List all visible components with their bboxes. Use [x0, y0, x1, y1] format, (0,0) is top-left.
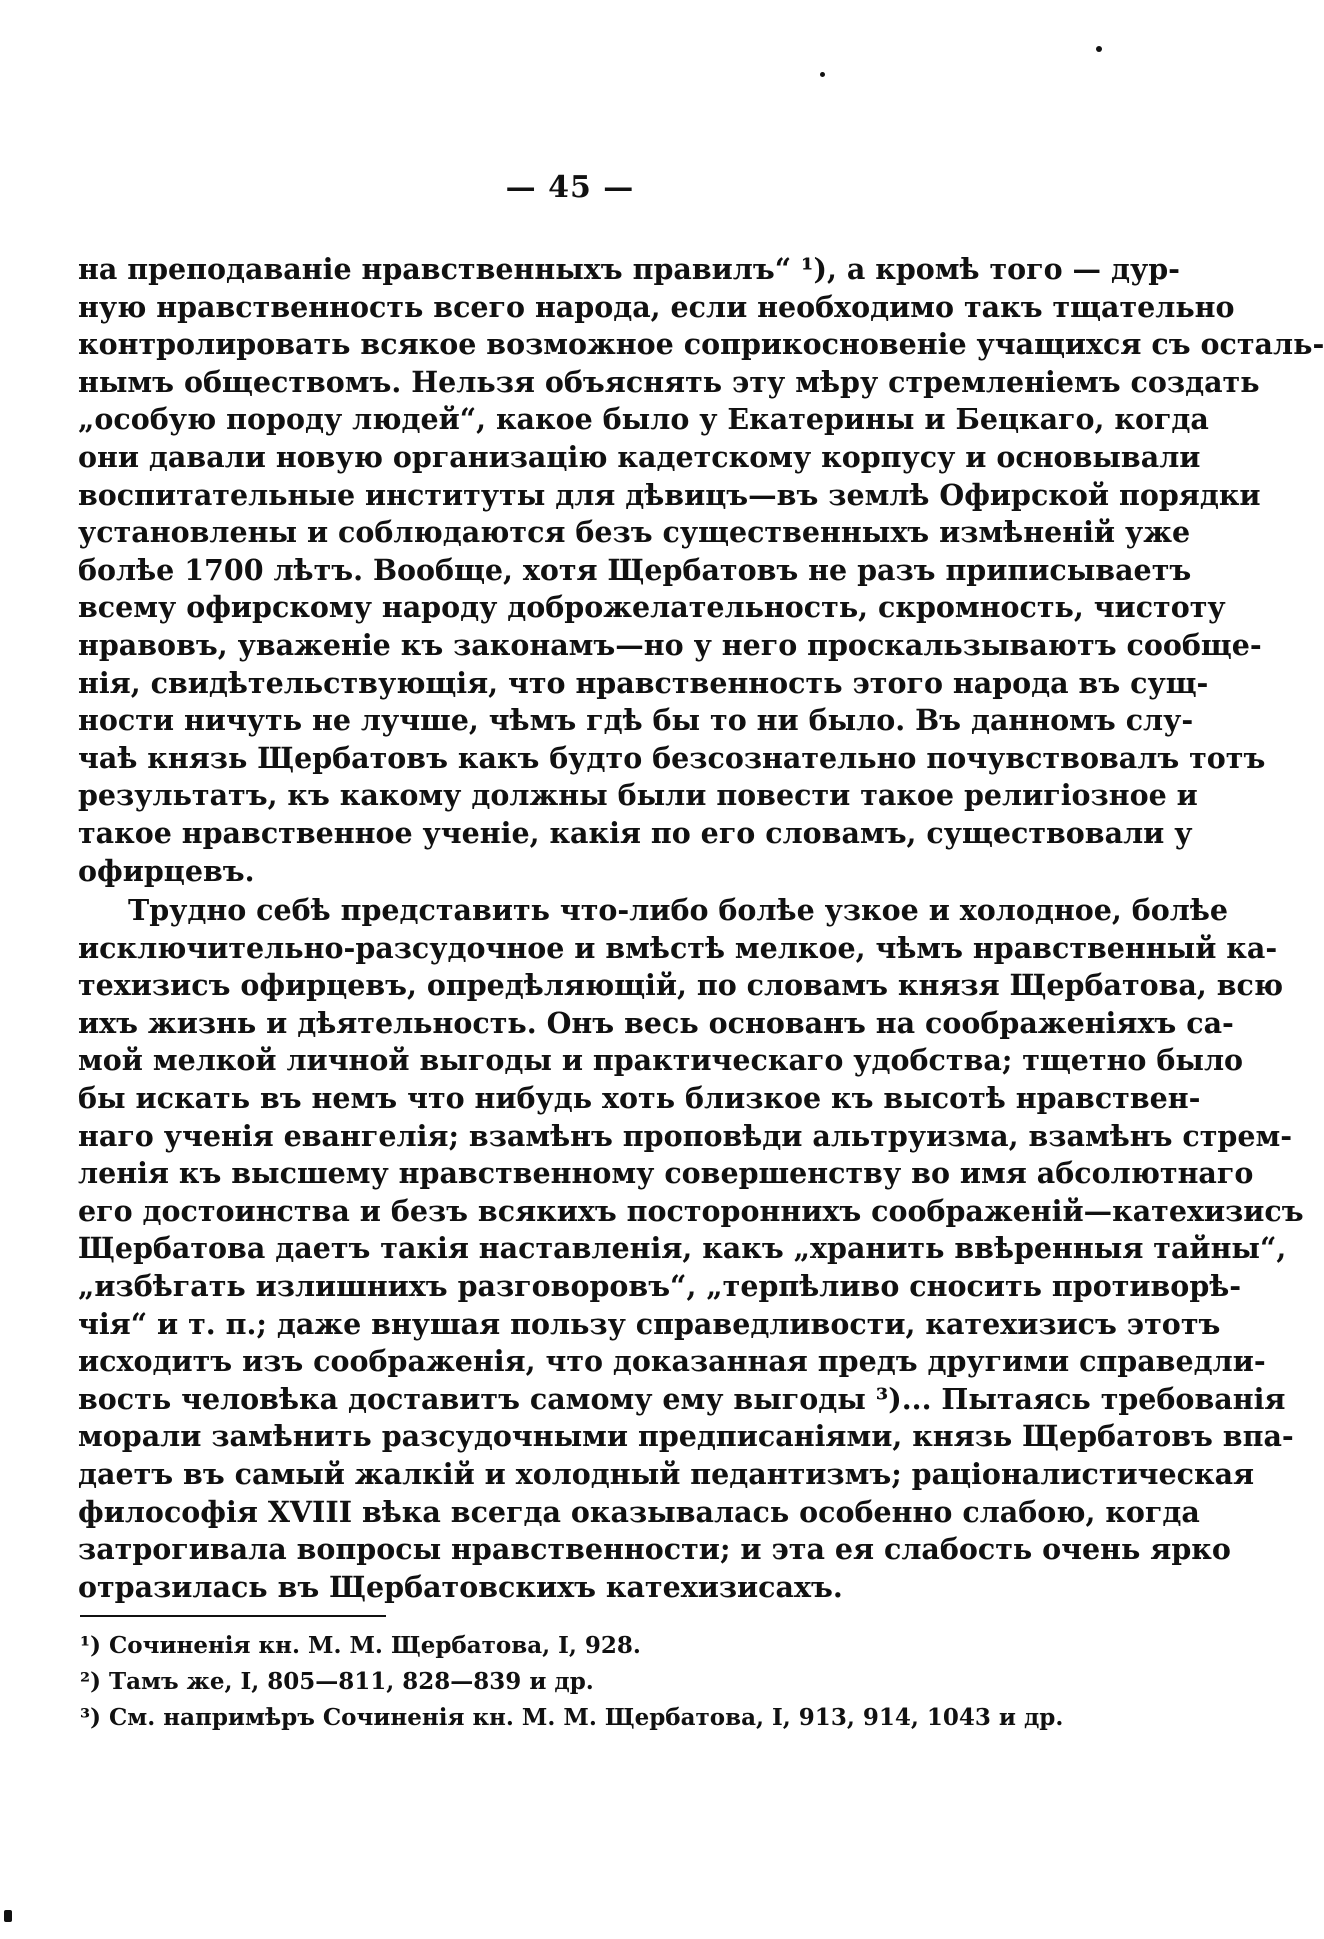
- text-line: ленія къ высшему нравственному совершенству во имя абсолютнаго: [78, 1156, 1254, 1191]
- text-line: нравовъ, уваженіе къ законамъ—но у него проскальзываютъ сообще-: [78, 627, 1262, 662]
- footnote-1: ¹) Сочиненія кн. М. М. Щербатова, I, 928.: [80, 1632, 641, 1659]
- text-line: ную нравственность всего народа, если необходимо такъ тщательно: [78, 289, 1235, 324]
- paragraph-1: [78, 251, 1324, 890]
- text-line: Щербатова даетъ такія наставленія, какъ „хранить ввѣренныя тайны“,: [78, 1231, 1287, 1266]
- text-line: такое нравственное ученіе, какія по его словамъ, существовали у: [78, 815, 1193, 850]
- footnote-divider: [80, 1615, 386, 1617]
- text-line: исключительно-разсудочное и вмѣстѣ мелкое, чѣмъ нравственный ка-: [78, 930, 1278, 965]
- text-line: результатъ, къ какому должны были повести такое религіозное и: [78, 778, 1198, 813]
- text-line: чія“ и т. п.; даже внушая пользу справедливости, катехизисъ этотъ: [78, 1306, 1221, 1341]
- text-line: нымъ обществомъ. Нельзя объяснять эту мѣру стремленіемъ создать: [78, 364, 1260, 399]
- text-line: ихъ жизнь и дѣятельность. Онъ весь основанъ на соображеніяхъ са-: [78, 1005, 1234, 1040]
- text-line: контролировать всякое возможное соприкосновеніе учащихся съ осталь-: [78, 327, 1324, 362]
- footnote-2: ²) Тамъ же, I, 805—811, 828—839 и др.: [80, 1668, 594, 1695]
- text-line: ности ничуть не лучше, чѣмъ гдѣ бы то ни было. Въ данномъ слу-: [78, 703, 1194, 738]
- text-line: мой мелкой личной выгоды и практическаго удобства; тщетно было: [78, 1043, 1244, 1078]
- text-line: даетъ въ самый жалкій и холодный педантизмъ; раціоналистическая: [78, 1456, 1255, 1491]
- footnote-3: ³) См. напримѣръ Сочиненія кн. М. М. Щербатова, I, 913, 914, 1043 и др.: [80, 1704, 1064, 1731]
- text-line: „избѣгать излишнихъ разговоровъ“, „терпѣливо сносить противорѣ-: [78, 1268, 1242, 1303]
- text-line: всему офирскому народу доброжелательность, скромность, чистоту: [78, 590, 1226, 625]
- text-line: [78, 892, 1228, 930]
- text-line: техизисъ офирцевъ, опредѣляющій, по словамъ князя Щербатова, всю: [78, 968, 1284, 1003]
- text-line: болѣе 1700 лѣтъ. Вообще, хотя Щербатовъ не разъ приписываетъ: [78, 552, 1192, 587]
- text-line: его достоинства и безъ всякихъ постороннихъ соображеній—катехизисъ: [78, 1193, 1304, 1228]
- text-line: затрогивала вопросы нравственности; и эта ея слабость очень ярко: [78, 1532, 1231, 1567]
- text-line: нія, свидѣтельствующія, что нравственность этого народа въ сущ-: [78, 665, 1209, 700]
- scan-speck: [1096, 46, 1102, 52]
- text-line: наго ученія евангелія; взамѣнъ проповѣди альтруизма, взамѣнъ стрем-: [78, 1118, 1293, 1153]
- scan-speck: [820, 72, 825, 77]
- text-line: бы искать въ немъ что нибудь хоть близкое къ высотѣ нравствен-: [78, 1080, 1201, 1115]
- text-line: они давали новую организацію кадетскому корпусу и основывали: [78, 439, 1201, 474]
- text-line: установлены и соблюдаются безъ существенныхъ измѣненій уже: [78, 515, 1191, 550]
- text-line: исходитъ изъ соображенія, что доказанная предъ другими справедли-: [78, 1344, 1266, 1379]
- text-line: философія XVIII вѣка всегда оказывалась особенно слабою, когда: [78, 1494, 1200, 1529]
- text-line: вость человѣка доставитъ самому ему выгоды ³)... Пытаясь требованія: [78, 1381, 1286, 1416]
- text-line-content: Трудно себѣ представить что-либо болѣе узкое и холодное, болѣе: [128, 893, 1228, 927]
- paragraph-2: [78, 892, 1304, 1606]
- text-line: морали замѣнить разсудочными предписаніями, князь Щербатовъ впа-: [78, 1419, 1294, 1454]
- text-line: воспитательные институты для дѣвицъ—въ землѣ Офирской порядки: [78, 477, 1261, 512]
- text-line: чаѣ князь Щербатовъ какъ будто безсознательно почувствовалъ тотъ: [78, 740, 1266, 775]
- text-line: на преподаваніе нравственныхъ правилъ“ ¹), а кромѣ того — дур-: [78, 252, 1180, 286]
- scan-speck: [4, 1910, 12, 1922]
- text-line: отразилась въ Щербатовскихъ катехизисахъ.: [78, 1569, 843, 1604]
- footnotes: [80, 1628, 1064, 1736]
- text-line: офирцевъ.: [78, 853, 255, 888]
- text-line: „особую породу людей“, какое было у Екатерины и Бецкаго, когда: [78, 402, 1209, 437]
- page-number: — 45 —: [505, 170, 635, 205]
